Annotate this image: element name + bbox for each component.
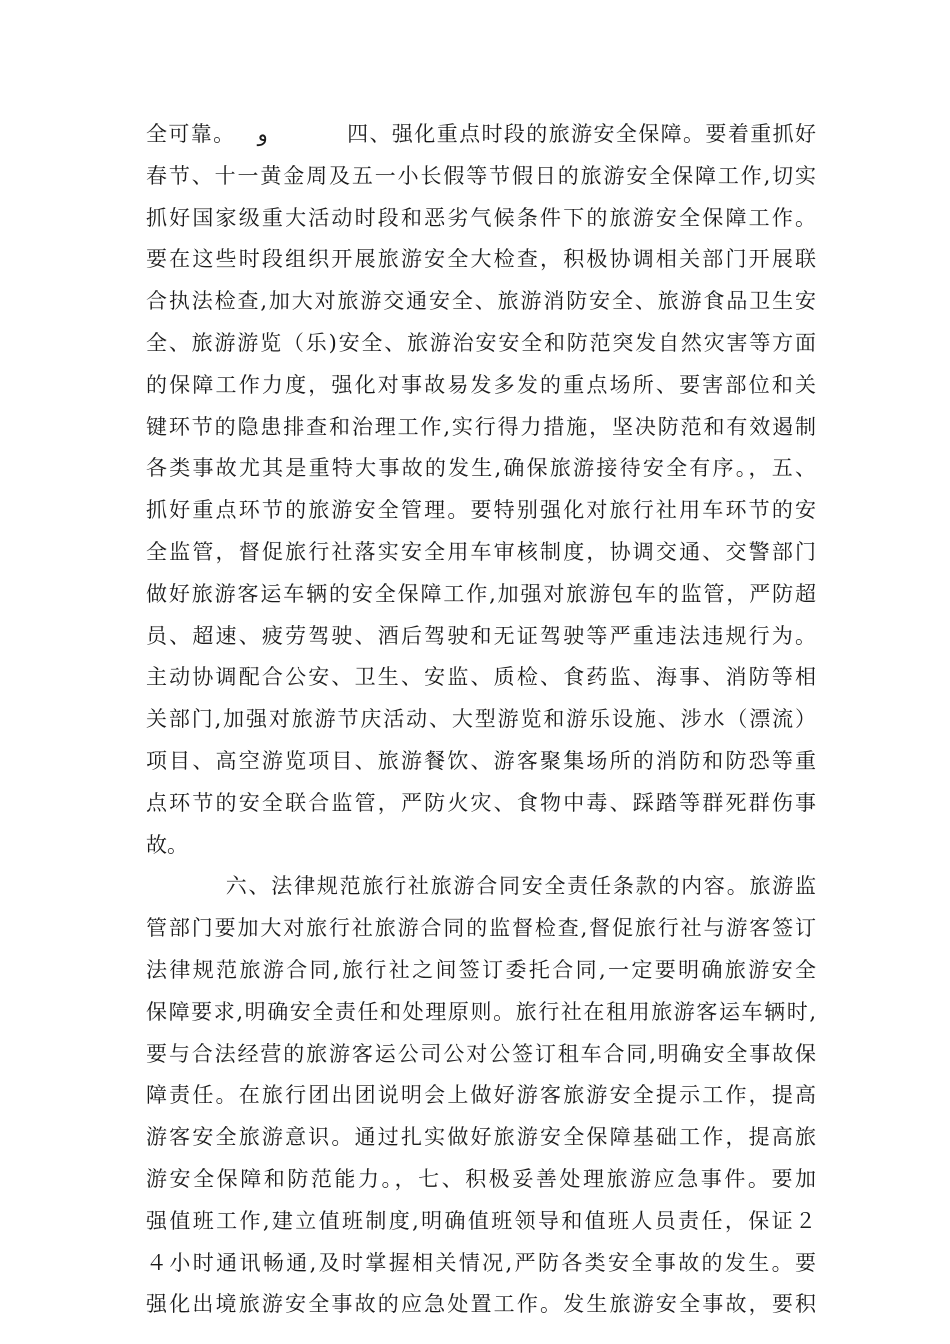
text-line: 障责任。在旅行团出团说明会上做好游客旅游安全提示工作，提高 — [146, 1083, 816, 1108]
text-line: 强值班工作,建立值班制度,明确值班领导和值班人员责任，保证２ — [146, 1208, 816, 1233]
text-fragment: 全可靠。 — [146, 122, 236, 146]
text-line: 故。 — [146, 832, 188, 857]
text-line: 法律规范旅游合同,旅行社之间签订委托合同,一定要明确旅游安全 — [146, 957, 816, 982]
text-line: 要与合法经营的旅游客运公司公对公签订租车合同,明确安全事故保 — [146, 1041, 816, 1066]
section-heading-four: 四、强化重点时段的旅游安全保障。要着重抓好 — [345, 122, 816, 146]
text-line: 抓好国家级重大活动时段和恶劣气候条件下的旅游安全保障工作。 — [146, 205, 816, 230]
text-line: 各类事故尤其是重特大事故的发生,确保旅游接待安全有序。，五、 — [146, 456, 816, 481]
text-line — [146, 866, 816, 908]
text-line: 点环节的安全联合监管，严防火灾、食物中毒、踩踏等群死群伤事 — [146, 790, 816, 815]
text-line: 春节、十一黄金周及五一小长假等节假日的旅游安全保障工作,切实 — [146, 163, 816, 188]
text-line: 合执法检查,加大对旅游交通安全、旅游消防安全、旅游食品卫生安 — [146, 289, 816, 314]
text-line — [146, 114, 816, 156]
text-line: 全、旅游游览（乐)安全、旅游治安安全和防范突发自然灾害等方面 — [146, 330, 816, 355]
section-heading-six: 六、法律规范旅行社旅游合同安全责任条款的内容。旅游监 — [224, 874, 816, 899]
text-line: 游安全保障和防范能力。，七、积极妥善处理旅游应急事件。要加 — [146, 1166, 816, 1191]
document-body — [146, 114, 816, 1326]
text-line: 项目、高空游览项目、旅游餐饮、游客聚集场所的消防和防恐等重 — [146, 748, 816, 773]
text-line: 游客安全旅游意识。通过扎实做好旅游安全保障基础工作，提高旅 — [146, 1125, 816, 1150]
text-line: 关部门,加强对旅游节庆活动、大型游览和游乐设施、涉水（漂流） — [146, 707, 816, 732]
text-line: 要在这些时段组织开展旅游安全大检查，积极协调相关部门开展联 — [146, 247, 816, 272]
text-line: 键环节的隐患排查和治理工作,实行得力措施，坚决防范和有效遏制 — [146, 414, 816, 439]
text-line: 做好旅游客运车辆的安全保障工作,加强对旅游包车的监管，严防超 — [146, 581, 816, 606]
text-line: 保障要求,明确安全责任和处理原则。旅行社在租用旅游客运车辆时, — [146, 999, 816, 1024]
text-line: 管部门要加大对旅行社旅游合同的监督检查,督促旅行社与游客签订 — [146, 916, 816, 941]
text-line: 抓好重点环节的旅游安全管理。要特别强化对旅行社用车环节的安 — [146, 498, 816, 523]
text-line: ４小时通讯畅通,及时掌握相关情况,严防各类安全事故的发生。要 — [146, 1250, 816, 1275]
stray-glyph: و — [257, 122, 268, 146]
text-line: 强化出境旅游安全事故的应急处置工作。发生旅游安全事故，要积 — [146, 1292, 816, 1317]
text-line: 全监管，督促旅行社落实安全用车审核制度，协调交通、交警部门 — [146, 539, 816, 564]
text-line: 的保障工作力度，强化对事故易发多发的重点场所、要害部位和关 — [146, 372, 816, 397]
text-line: 员、超速、疲劳驾驶、酒后驾驶和无证驾驶等严重违法违规行为。 — [146, 623, 816, 648]
text-line: 主动协调配合公安、卫生、安监、质检、食药监、海事、消防等相 — [146, 665, 816, 690]
